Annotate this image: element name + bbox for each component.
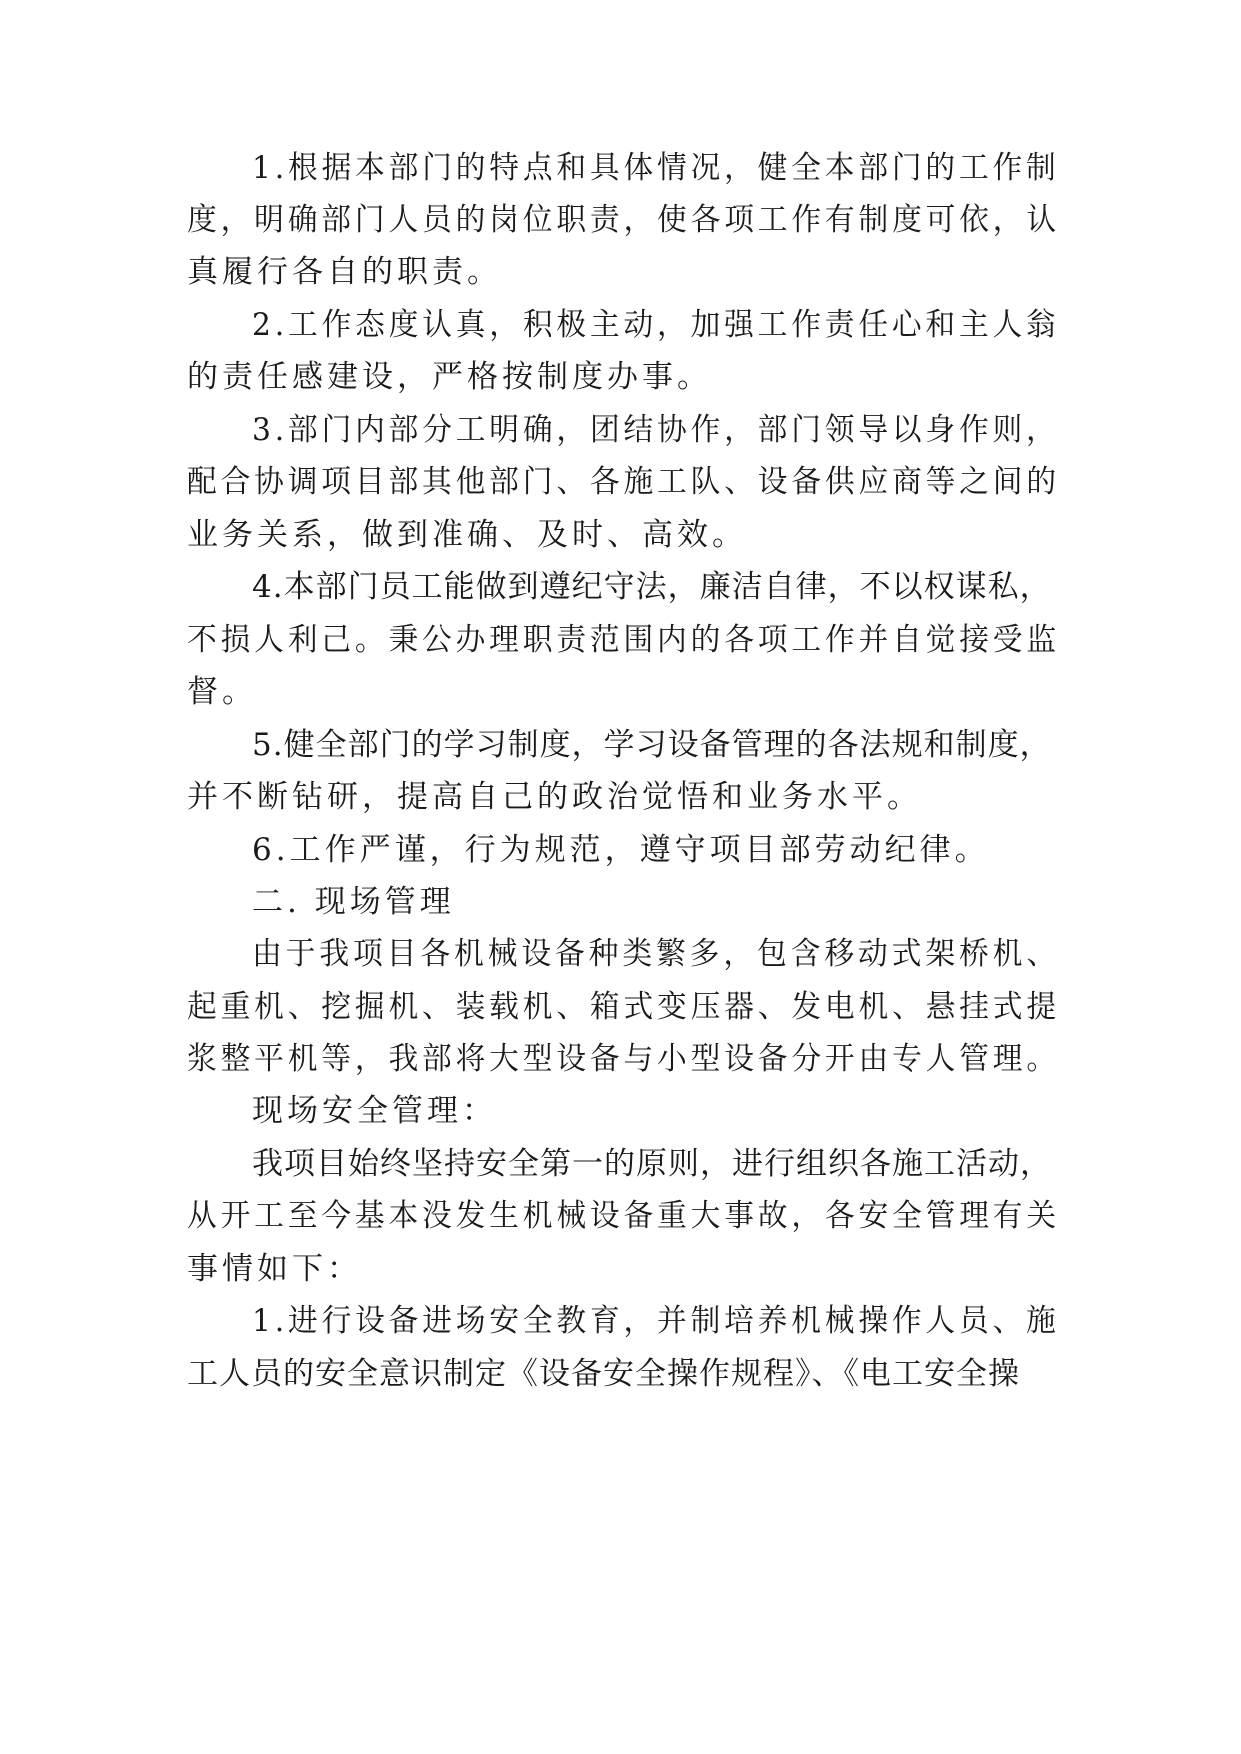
text-line: 2.工作态度认真，积极主动，加强工作责任心和主人翁 [252,307,1060,343]
text-line: 从开工至今基本没发生机械设备重大事故，各安全管理有关 [187,1198,1060,1234]
text-line: 督。 [187,674,257,710]
text-line: 6.工作严谨，行为规范，遵守项目部劳动纪律。 [252,832,990,868]
text-line: 的责任感建设，严格按制度办事。 [187,359,712,395]
text-line: 事情如下： [187,1251,362,1287]
text-line: 工人员的安全意识制定《设备安全操作规程》、《电工安全操 [187,1356,1020,1392]
text-line: 3.部门内部分工明确，团结协作，部门领导以身作则， [252,412,1060,448]
section-heading: 二. 现场管理 [252,884,455,920]
text-line: 1.进行设备进场安全教育，并制培养机械操作人员、施 [252,1303,1060,1339]
text-line: 4.本部门员工能做到遵纪守法，廉洁自律，不以权谋私， [252,569,1052,605]
text-line: 配合协调项目部其他部门、各施工队、设备供应商等之间的 [187,464,1060,500]
text-line: 真履行各自的职责。 [187,254,502,290]
text-line: 起重机、挖掘机、装载机、箱式变压器、发电机、悬挂式提 [187,989,1060,1025]
text-line: 度，明确部门人员的岗位职责，使各项工作有制度可依，认 [187,202,1060,238]
text-line: 不损人利己。秉公办理职责范围内的各项工作并自觉接受监 [187,622,1060,658]
text-line: 5.健全部门的学习制度，学习设备管理的各法规和制度， [252,727,1052,763]
text-line: 我项目始终坚持安全第一的原则，进行组织各施工活动， [252,1146,1052,1182]
text-line: 浆整平机等，我部将大型设备与小型设备分开由专人管理。 [187,1041,1060,1077]
subsection-heading: 现场安全管理： [252,1093,497,1129]
text-line: 业务关系，做到准确、及时、高效。 [187,517,747,553]
text-line: 1.根据本部门的特点和具体情况，健全本部门的工作制 [252,150,1060,186]
text-line: 并不断钻研，提高自己的政治觉悟和业务水平。 [187,779,922,815]
text-line: 由于我项目各机械设备种类繁多，包含移动式架桥机、 [252,936,1060,972]
